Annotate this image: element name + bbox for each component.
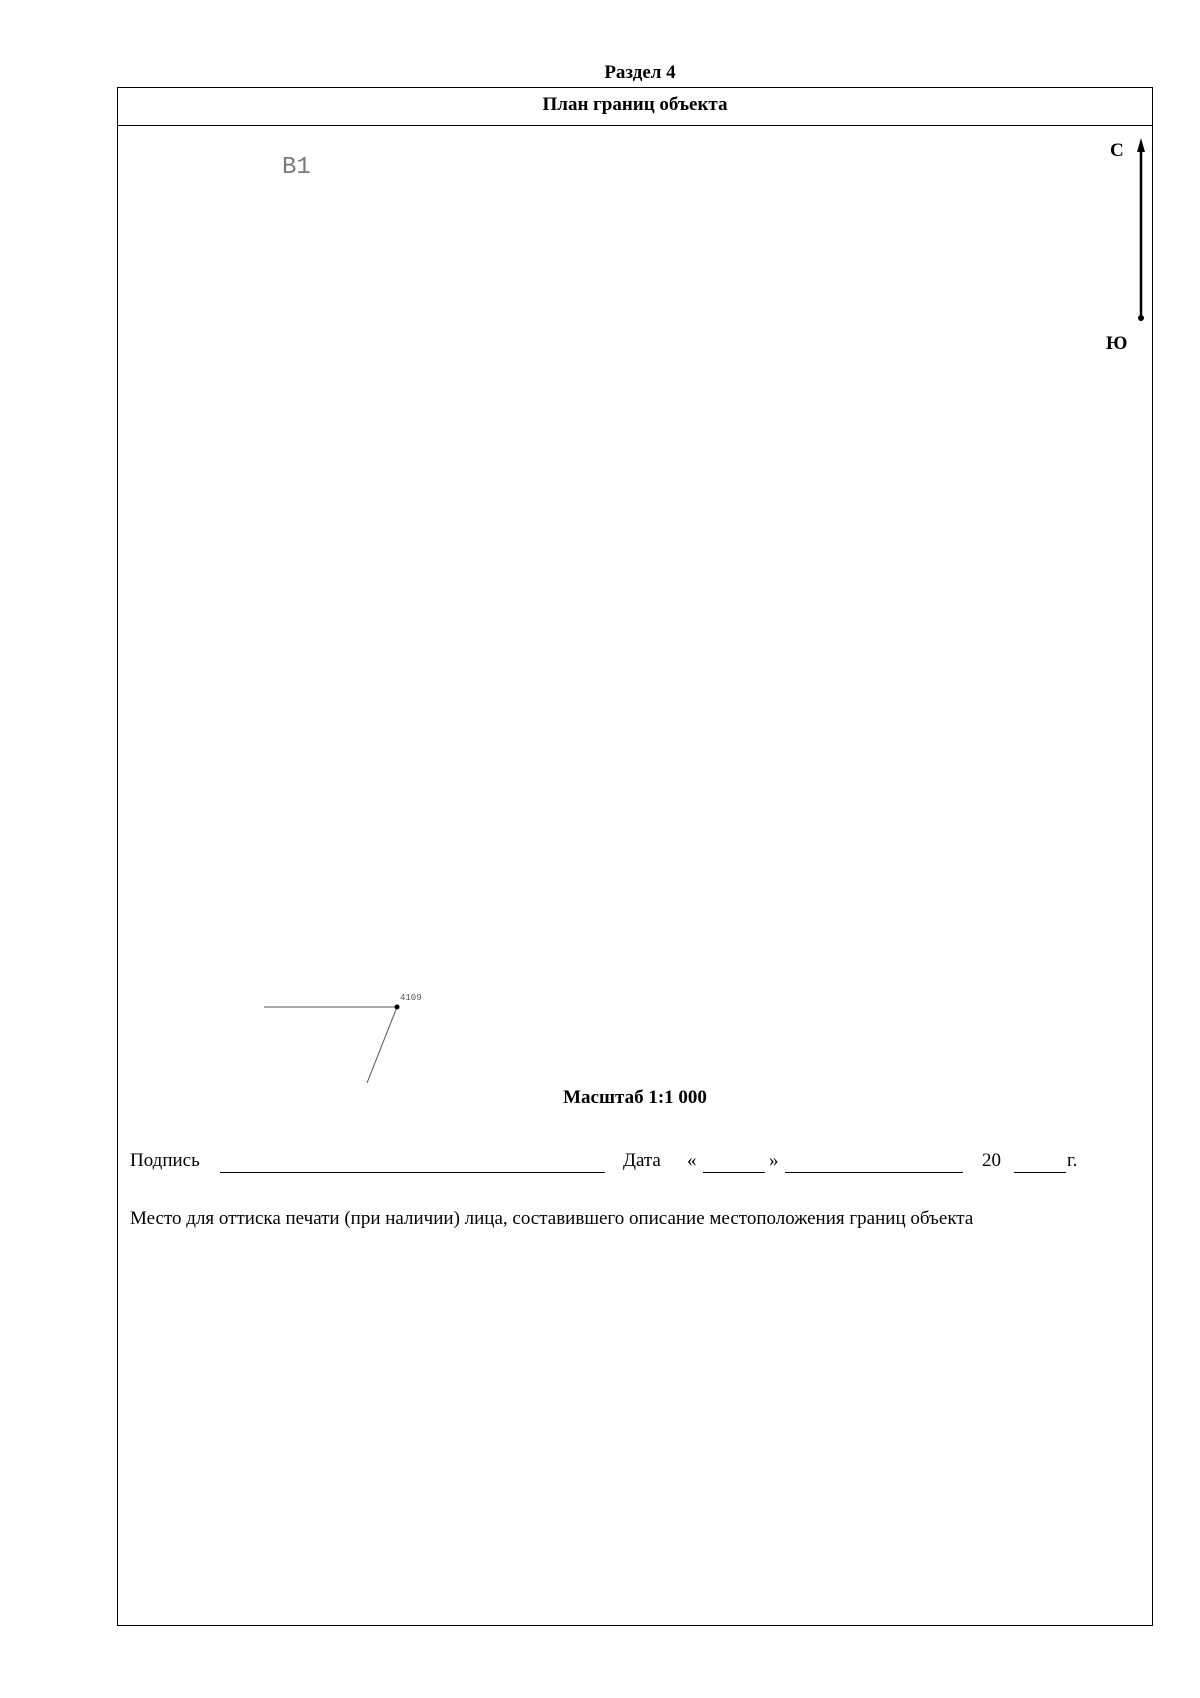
- plan-frame: [117, 87, 1153, 1626]
- section-title: Раздел 4: [604, 62, 676, 83]
- plan-header: План границ объекта: [118, 88, 1152, 126]
- year-line[interactable]: [1014, 1150, 1066, 1173]
- signature-label: Подпись: [130, 1150, 200, 1171]
- compass-south-label: Ю: [1106, 333, 1128, 354]
- stamp-text: Место для оттиска печати (при наличии) лица, составившего описание местоположения границ объекта: [130, 1208, 974, 1229]
- quote-close: »: [769, 1150, 779, 1171]
- compass-north-label: С: [1110, 140, 1124, 161]
- block-label: В1: [282, 154, 311, 181]
- signature-line[interactable]: [220, 1150, 605, 1173]
- quote-open: «: [687, 1150, 697, 1171]
- year-suffix: г.: [1067, 1150, 1078, 1171]
- year-prefix: 20: [982, 1150, 1001, 1171]
- boundary-point-label: 4109: [400, 993, 422, 1003]
- scale-label: Масштаб 1:1 000: [563, 1087, 707, 1108]
- date-label: Дата: [623, 1150, 661, 1171]
- boundary-line-south: [367, 1007, 397, 1083]
- boundary-point: [395, 1005, 400, 1010]
- plan-drawing: [118, 88, 1154, 1088]
- day-line[interactable]: [703, 1150, 765, 1173]
- month-line[interactable]: [785, 1150, 963, 1173]
